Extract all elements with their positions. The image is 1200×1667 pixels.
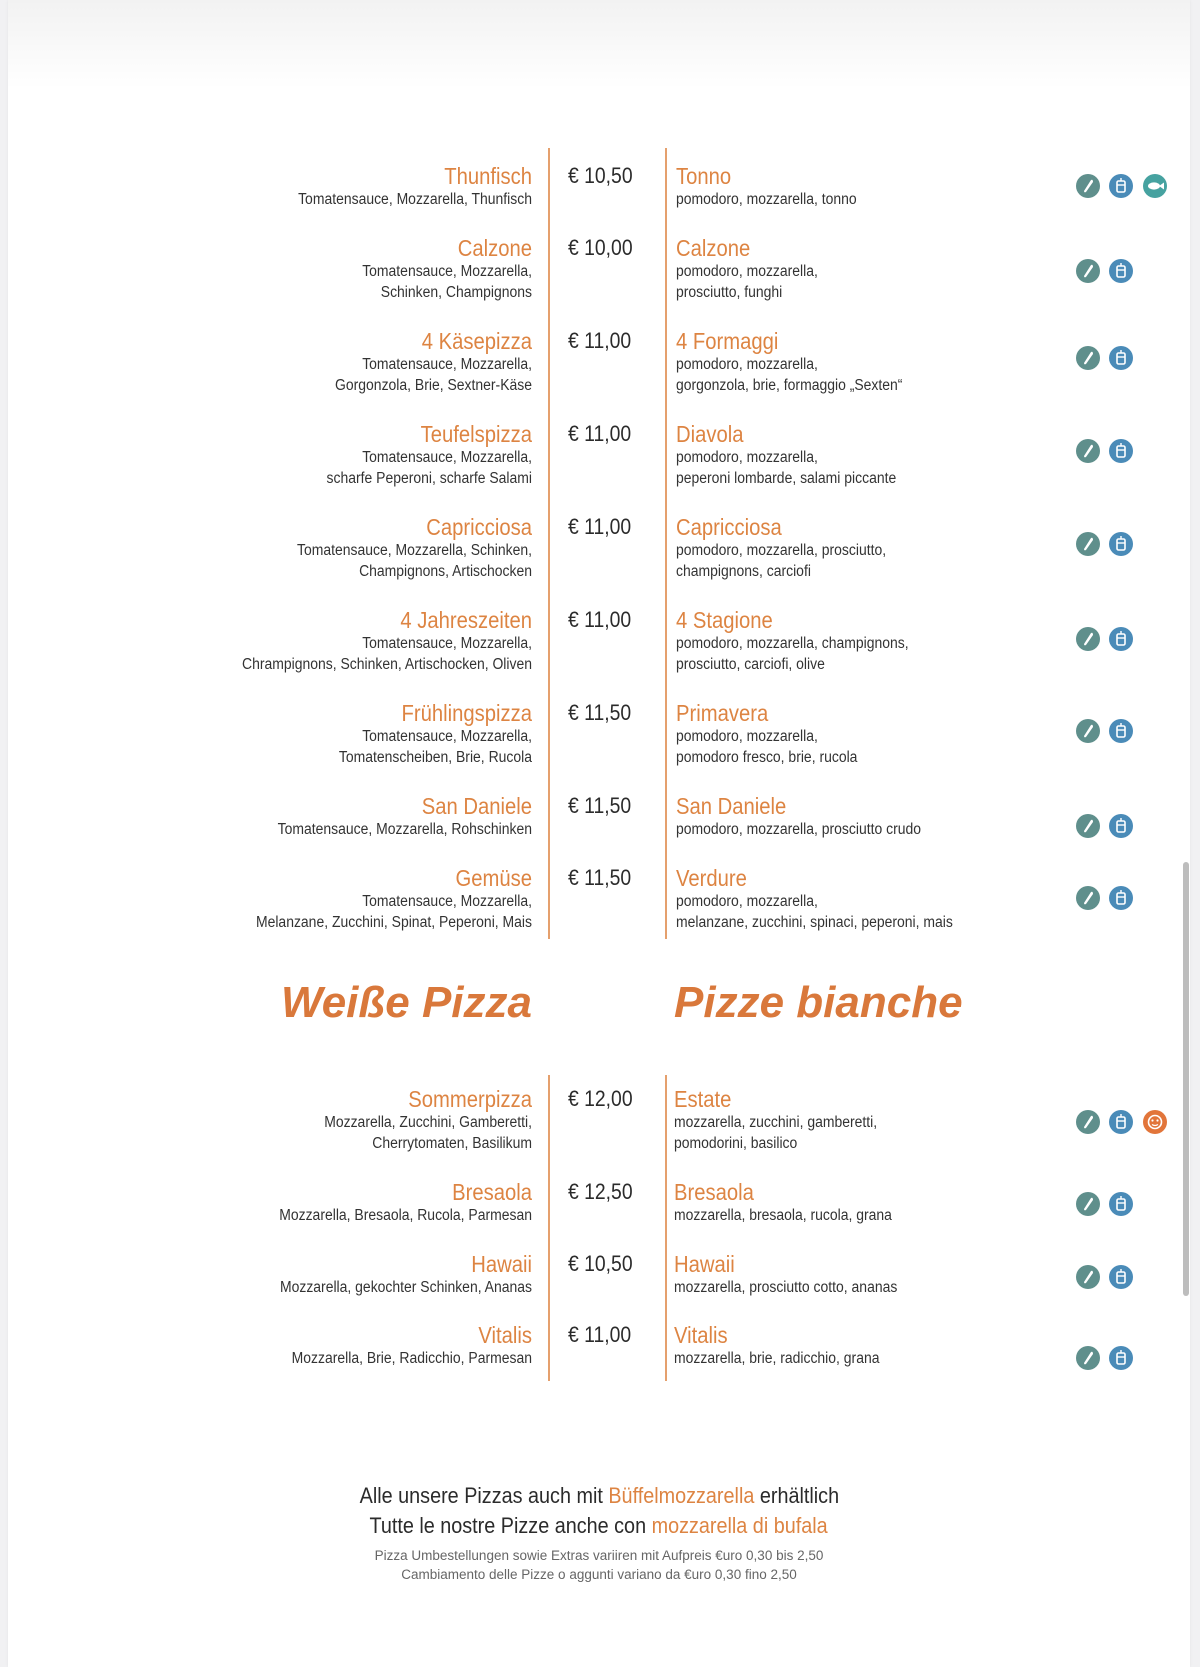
veggie-icon <box>1076 1265 1100 1289</box>
item-ingredients-de: Tomatenscheiben, Brie, Rucola <box>338 749 532 766</box>
glass-icon <box>1109 886 1133 910</box>
glass-icon <box>1109 439 1133 463</box>
item-name-it: Capricciosa <box>676 514 782 540</box>
item-name-it: Primavera <box>676 700 769 726</box>
item-name-it: Vitalis <box>674 1322 728 1348</box>
item-italian <box>674 1179 1054 1226</box>
item-price: € 11,00 <box>568 607 632 632</box>
item-ingredients-it: mozzarella, brie, radicchio, grana <box>674 1350 880 1367</box>
item-ingredients-it: pomodoro, mozzarella, <box>676 263 818 280</box>
veggie-icon <box>1076 814 1100 838</box>
item-ingredients-de: scharfe Peperoni, scharfe Salami <box>326 470 532 487</box>
item-price: € 11,00 <box>568 421 632 446</box>
item-ingredients-it: pomodoro, mozzarella, <box>676 728 818 745</box>
glass-icon <box>1109 627 1133 651</box>
item-ingredients-it: peperoni lombarde, salami piccante <box>676 470 897 487</box>
veggie-icon <box>1076 259 1100 283</box>
footer-de-prefix: Alle unsere Pizzas auch mit <box>359 1483 608 1508</box>
item-ingredients-de: Tomatensauce, Mozzarella, <box>362 893 532 910</box>
price-divider-left <box>548 1075 550 1381</box>
item-ingredients-it: pomodoro, mozzarella, prosciutto, <box>676 542 887 559</box>
item-name-de: San Daniele <box>421 793 532 819</box>
item-ingredients-it: pomodoro, mozzarella, tonno <box>676 191 857 208</box>
item-ingredients-de: Melanzane, Zucchini, Spinat, Peperoni, Mais <box>255 914 532 931</box>
page-top-shadow <box>8 0 1190 90</box>
item-italian <box>676 421 1056 489</box>
item-price: € 11,00 <box>568 1322 632 1347</box>
veggie-icon <box>1076 346 1100 370</box>
item-italian <box>676 865 1056 933</box>
item-italian <box>674 1251 1054 1298</box>
item-ingredients-it: pomodoro, mozzarella, <box>676 449 818 466</box>
menu-page <box>8 0 1190 1667</box>
item-italian <box>676 163 1056 210</box>
item-name-it: Hawaii <box>674 1251 735 1277</box>
item-name-de: Sommerpizza <box>408 1086 532 1112</box>
item-ingredients-de: Tomatensauce, Mozzarella, Schinken, <box>297 542 532 559</box>
item-name-de: Gemüse <box>455 865 532 891</box>
item-price: € 12,50 <box>568 1179 633 1204</box>
item-ingredients-de: Mozzarella, Bresaola, Rucola, Parmesan <box>279 1207 532 1224</box>
item-german <box>202 700 532 768</box>
veggie-icon <box>1076 439 1100 463</box>
item-italian <box>676 235 1056 303</box>
item-ingredients-it: champignons, carciofi <box>676 563 811 580</box>
item-price: € 11,50 <box>568 700 632 725</box>
item-price: € 10,50 <box>568 163 633 188</box>
item-german <box>202 235 532 303</box>
item-name-it: Verdure <box>676 865 747 891</box>
item-name-de: Frühlingspizza <box>401 700 532 726</box>
item-ingredients-de: Tomatensauce, Mozzarella, <box>362 635 532 652</box>
item-german <box>202 514 532 582</box>
item-name-de: Calzone <box>457 235 532 261</box>
glass-icon <box>1109 719 1133 743</box>
footer-de-suffix: erhältlich <box>753 1483 839 1508</box>
veggie-icon <box>1076 174 1100 198</box>
item-price: € 11,50 <box>568 793 632 818</box>
veggie-icon <box>1076 1346 1100 1370</box>
footer-it-prefix: Tutte le nostre Pizze anche con <box>369 1513 653 1538</box>
item-german <box>202 1322 532 1369</box>
item-name-de: Thunfisch <box>444 163 532 189</box>
item-name-it: Bresaola <box>674 1179 754 1205</box>
glass-icon <box>1109 1346 1133 1370</box>
price-divider-right <box>665 1075 667 1381</box>
footer-note-it: Cambiamento delle Pizze o aggunti variano da €uro 0,30 fino 2,50 <box>401 1567 797 1582</box>
section-heading-de: Weiße Pizza <box>280 978 532 1027</box>
glass-icon <box>1109 174 1133 198</box>
item-name-it: Diavola <box>676 421 744 447</box>
spicy-icon <box>1143 1110 1167 1134</box>
section-heading-it: Pizze bianche <box>674 978 963 1027</box>
item-ingredients-de: Tomatensauce, Mozzarella, <box>362 728 532 745</box>
item-german <box>202 1179 532 1226</box>
item-ingredients-de: Tomatensauce, Mozzarella, <box>362 356 532 373</box>
item-ingredients-it: melanzane, zucchini, spinaci, peperoni, mais <box>676 914 953 931</box>
item-ingredients-it: pomodorini, basilico <box>674 1135 798 1152</box>
item-name-it: 4 Stagione <box>676 607 773 633</box>
item-italian <box>676 514 1056 582</box>
item-name-de: Vitalis <box>478 1322 532 1348</box>
item-price: € 11,00 <box>568 328 632 353</box>
item-german <box>202 1086 532 1154</box>
item-italian <box>676 607 1056 675</box>
item-ingredients-it: prosciutto, carciofi, olive <box>676 656 825 673</box>
item-ingredients-de: Chrampignons, Schinken, Artischocken, Oliven <box>242 656 533 673</box>
item-name-it: San Daniele <box>676 793 787 819</box>
veggie-icon <box>1076 532 1100 556</box>
item-ingredients-it: mozzarella, bresaola, rucola, grana <box>674 1207 892 1224</box>
item-ingredients-de: Tomatensauce, Mozzarella, <box>362 263 532 280</box>
scrollbar-thumb[interactable] <box>1183 862 1189 1296</box>
item-ingredients-it: gorgonzola, brie, formaggio „Sexten“ <box>676 377 903 394</box>
veggie-icon <box>1076 1192 1100 1216</box>
item-name-de: 4 Jahreszeiten <box>400 607 532 633</box>
item-ingredients-de: Tomatensauce, Mozzarella, Thunfisch <box>298 191 532 208</box>
price-divider-left <box>548 148 550 939</box>
footer-buffalo-it <box>8 1511 1190 1541</box>
item-italian <box>674 1086 1054 1154</box>
item-ingredients-it: pomodoro, mozzarella, <box>676 893 818 910</box>
footer-de-accent: Büffelmozzarella <box>607 1483 754 1508</box>
item-name-de: Teufelspizza <box>420 421 532 447</box>
item-price: € 10,50 <box>568 1251 633 1276</box>
glass-icon <box>1109 1110 1133 1134</box>
item-italian <box>674 1322 1054 1369</box>
item-price: € 12,00 <box>568 1086 633 1111</box>
item-ingredients-de: Champignons, Artischocken <box>359 563 532 580</box>
item-name-it: 4 Formaggi <box>676 328 779 354</box>
price-divider-right <box>665 148 667 939</box>
veggie-icon <box>1076 886 1100 910</box>
glass-icon <box>1109 259 1133 283</box>
item-name-de: Hawaii <box>471 1251 532 1277</box>
glass-icon <box>1109 346 1133 370</box>
item-name-de: Bresaola <box>452 1179 532 1205</box>
glass-icon <box>1109 1265 1133 1289</box>
item-ingredients-it: mozzarella, zucchini, gamberetti, <box>674 1114 878 1131</box>
item-name-it: Calzone <box>676 235 751 261</box>
item-german <box>202 421 532 489</box>
item-german <box>202 793 532 840</box>
item-italian <box>676 700 1056 768</box>
item-ingredients-it: prosciutto, funghi <box>676 284 783 301</box>
footer-it-accent: mozzarella di bufala <box>652 1513 829 1538</box>
veggie-icon <box>1076 719 1100 743</box>
item-ingredients-de: Tomatensauce, Mozzarella, <box>362 449 532 466</box>
item-name-de: Capricciosa <box>426 514 532 540</box>
item-price: € 11,00 <box>568 514 632 539</box>
footer-note-de: Pizza Umbestellungen sowie Extras variiren mit Aufpreis €uro 0,30 bis 2,50 <box>374 1548 824 1563</box>
item-price: € 11,50 <box>568 865 632 890</box>
item-ingredients-it: pomodoro, mozzarella, prosciutto crudo <box>676 821 922 838</box>
item-german <box>202 1251 532 1298</box>
fish-icon <box>1143 174 1167 198</box>
glass-icon <box>1109 1192 1133 1216</box>
item-ingredients-it: mozzarella, prosciutto cotto, ananas <box>674 1279 898 1296</box>
item-name-de: 4 Käsepizza <box>421 328 532 354</box>
item-ingredients-de: Tomatensauce, Mozzarella, Rohschinken <box>277 821 532 838</box>
item-ingredients-de: Schinken, Champignons <box>380 284 532 301</box>
item-ingredients-it: pomodoro, mozzarella, champignons, <box>676 635 909 652</box>
item-german <box>202 163 532 210</box>
item-italian <box>676 793 1056 840</box>
item-ingredients-de: Mozzarella, gekochter Schinken, Ananas <box>279 1279 532 1296</box>
item-price: € 10,00 <box>568 235 633 260</box>
item-name-it: Tonno <box>676 163 732 189</box>
item-ingredients-de: Cherrytomaten, Basilikum <box>372 1135 532 1152</box>
item-ingredients-de: Mozzarella, Brie, Radicchio, Parmesan <box>291 1350 532 1367</box>
item-ingredients-it: pomodoro fresco, brie, rucola <box>676 749 858 766</box>
footer-buffalo-de <box>8 1481 1190 1511</box>
item-ingredients-it: pomodoro, mozzarella, <box>676 356 818 373</box>
item-german <box>202 328 532 396</box>
item-ingredients-de: Gorgonzola, Brie, Sextner-Käse <box>335 377 532 394</box>
item-ingredients-de: Mozzarella, Zucchini, Gamberetti, <box>324 1114 532 1131</box>
item-german <box>202 607 532 675</box>
item-italian <box>676 328 1056 396</box>
item-german <box>202 865 532 933</box>
item-name-it: Estate <box>674 1086 732 1112</box>
veggie-icon <box>1076 1110 1100 1134</box>
glass-icon <box>1109 532 1133 556</box>
veggie-icon <box>1076 627 1100 651</box>
glass-icon <box>1109 814 1133 838</box>
